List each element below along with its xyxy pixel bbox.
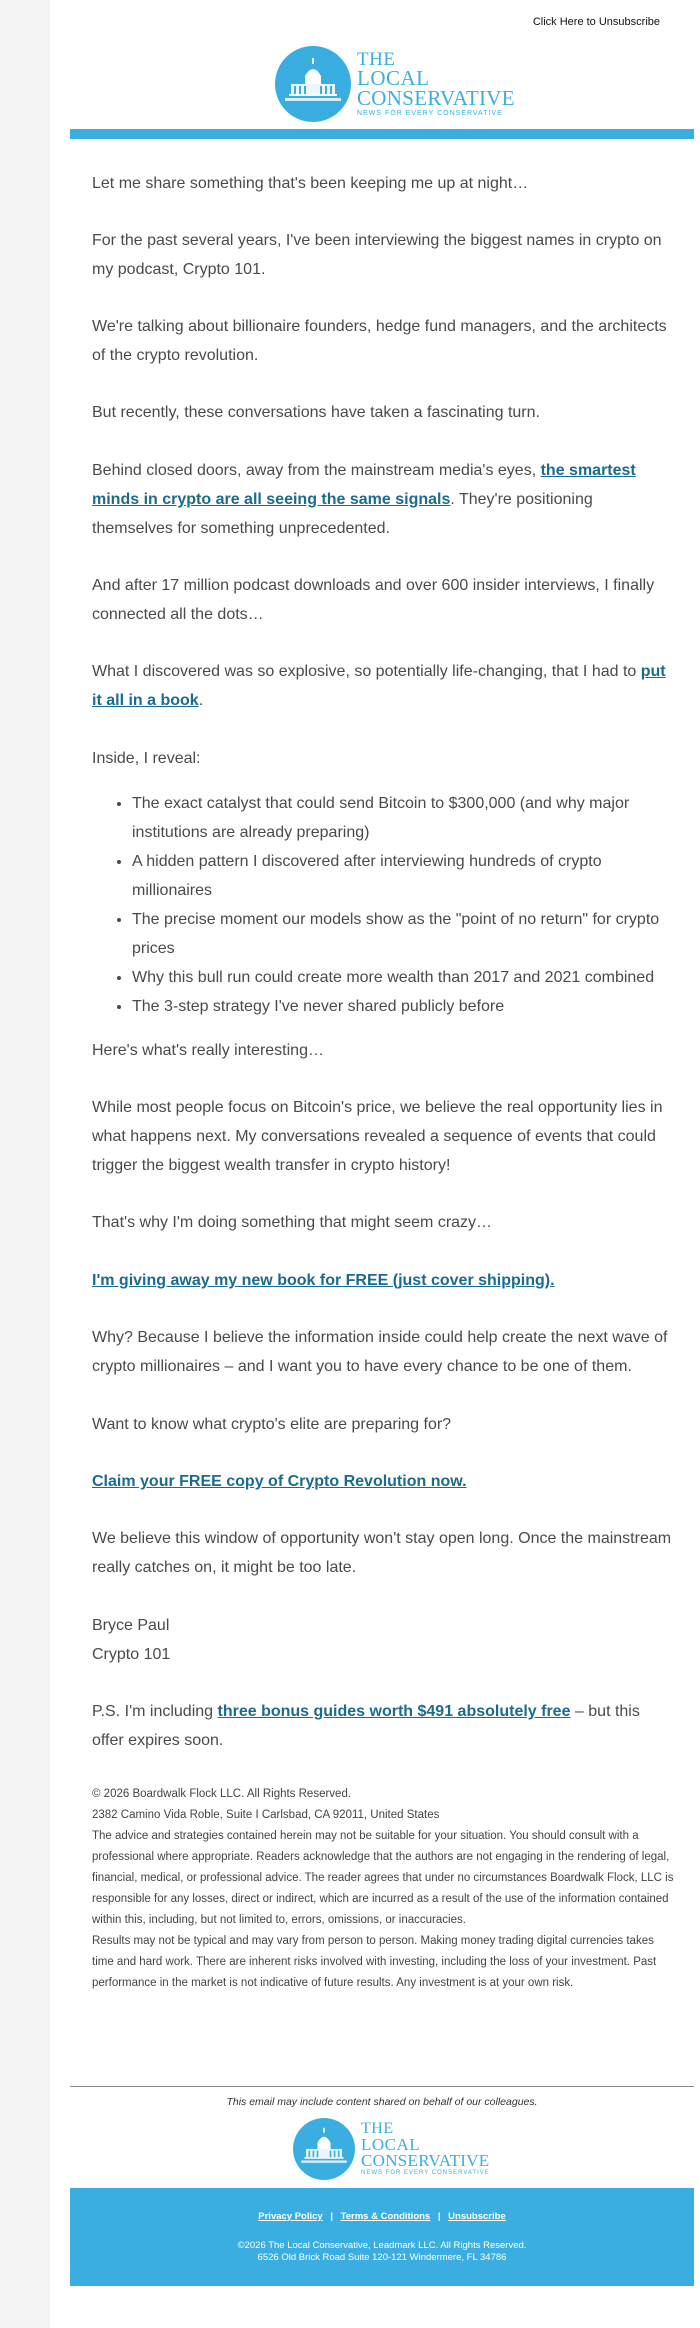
footer-company-info [70,2240,694,2264]
paragraph-text: While most people focus on Bitcoin's price, we believe the real opportunity lies in what happens next. My conversations revealed a sequence of events that could trigger the biggest wealth transfer in crypto history! [92,1099,663,1174]
paragraph [92,1410,672,1439]
paragraph-text: Behind closed doors, away from the mainstream media's eyes, [92,462,541,479]
paragraph-text: . They're positioning themselves for something unprecedented. [92,491,593,537]
unsubscribe-link-bottom[interactable]: Unsubscribe [448,2211,506,2222]
paragraph-text: What I discovered was so explosive, so potentially life-changing, that I had to [92,663,641,680]
postscript [92,1697,672,1755]
paragraph [92,571,672,629]
paragraph-text: We believe this window of opportunity won't stay open long. Once the mainstream really catches on, it might be too late. [92,1530,672,1576]
logo-line-the: THE [357,48,396,70]
footer-logo[interactable] [293,2118,490,2180]
paragraph-text: Want to know what crypto's elite are preparing for? [92,1416,452,1433]
paragraph-text: But recently, these conversations have taken a fascinating turn. [92,404,540,421]
paragraph [92,1524,672,1582]
paragraph [92,1093,672,1180]
paragraph-text: – but this offer expires soon. [92,1703,640,1749]
logo-wordmark [357,48,515,118]
paragraph [92,312,672,370]
paragraph [92,456,672,543]
paragraph-text: Why? Because I believe the information inside could help create the next wave of crypto millionaires – and I want you to have every chance to be one of them. [92,1329,668,1375]
paragraph-text: That's why I'm doing something that might seem crazy… [92,1214,493,1231]
paragraph [92,1323,672,1381]
signature-org: Crypto 101 [92,1646,171,1663]
paragraph [92,744,672,773]
cta-paragraph [92,1467,672,1496]
header-logo[interactable] [275,46,515,122]
paragraph-text: We're talking about billionaire founders, hedge fund managers, and the architects of the crypto revolution. [92,318,667,364]
signals-link[interactable]: the smartest minds in crypto are all seeing the same signals [92,462,636,508]
header-divider [70,129,694,139]
paragraph [92,398,672,427]
list-item: • The exact catalyst that could send Bitcoin to $300,000 (and why major institutions are already preparing) [132,789,672,847]
bonus-guides-link[interactable]: three bonus guides worth $491 absolutely free [217,1703,571,1720]
unsubscribe-link-top[interactable]: Click Here to Unsubscribe [532,16,660,28]
claim-copy-cta-link[interactable]: Claim your FREE copy of Crypto Revolution now. [92,1473,467,1490]
legal-risk: Results may not be typical and may vary from person to person. Making money trading digital currencies takes time and hard work. There are inherent risks involved with investing, including the loss of your investment. Past performance in the market is not indicative of future results. Any investment is at your own risk. [92,1935,657,1989]
paragraph-text: . [198,692,204,709]
signature-name: Bryce Paul [92,1617,170,1634]
footer-address: 6526 Old Brick Road Suite 120-121 Windermere, FL 34786 [257,2252,507,2263]
footer-divider [70,2086,694,2087]
logo-line-local: LOCAL [357,65,430,90]
logo-tagline: NEWS FOR EVERY CONSERVATIVE [361,2169,490,2176]
legal-address: 2382 Camino Vida Roble, Suite I Carlsbad, CA 92011, United States [92,1809,440,1821]
book-link[interactable]: put it all in a book [92,663,666,709]
paragraph-text: Inside, I reveal: [92,750,201,767]
colleagues-note: This email may include content shared on behalf of our colleagues. [226,2096,538,2108]
list-item: • A hidden pattern I discovered after interviewing hundreds of crypto millionaires [132,847,672,905]
list-item: • The 3-step strategy I've never shared publicly before [132,992,672,1021]
link-separator: | [437,2211,441,2222]
cta-paragraph [92,1266,672,1295]
logo-tagline: NEWS FOR EVERY CONSERVATIVE [357,109,503,117]
free-book-cta-link[interactable]: I'm giving away my new book for FREE (just cover shipping). [92,1272,555,1289]
paragraph [92,1208,672,1237]
terms-link[interactable]: Terms & Conditions [340,2211,431,2222]
privacy-policy-link[interactable]: Privacy Policy [258,2211,323,2222]
paragraph-text: Here's what's really interesting… [92,1042,324,1059]
logo-line-conservative: CONSERVATIVE [357,85,515,110]
reveal-list [92,789,672,1021]
paragraph-text: For the past several years, I've been interviewing the biggest names in crypto on my podcast, Crypto 101. [92,232,662,278]
paragraph [92,1036,672,1065]
logo-wordmark [361,2121,490,2176]
capitol-logo-icon [275,46,351,122]
logo-line-local: LOCAL [361,2134,421,2154]
paragraph [92,169,672,198]
link-separator: | [330,2211,334,2222]
paragraph [92,226,672,284]
paragraph [92,657,672,715]
capitol-logo-icon [293,2118,355,2180]
legal-block [92,1784,677,1994]
footer-copyright: ©2026 The Local Conservative, Leadmark LLC. All Rights Reserved. [237,2240,527,2251]
signature [92,1611,672,1669]
footer-links [70,2211,694,2222]
paragraph-text: And after 17 million podcast downloads and over 600 insider interviews, I finally connected all the dots… [92,577,655,623]
list-item: • The precise moment our models show as the "point of no return" for crypto prices [132,905,672,963]
legal-disclaimer: The advice and strategies contained herein may not be suitable for your situation. You should consult with a professional where appropriate. Readers acknowledge that the authors are not engaging in the rendering of legal, financial, medical, or professional advice. The reader agrees that under no circumstances Boardwalk Flock, LLC is responsible for any losses, direct or indirect, which are incurred as a result of the use of the information contained within this, including, but not limited to, errors, omissions, or inaccuracies. [92,1830,674,1926]
paragraph-text: P.S. I'm including [92,1703,218,1720]
email-page [50,0,700,2328]
legal-copyright: © 2026 Boardwalk Flock LLC. All Rights Reserved. [92,1788,352,1800]
logo-line-conservative: CONSERVATIVE [361,2150,490,2170]
list-item: • Why this bull run could create more wealth than 2017 and 2021 combined [132,963,672,992]
paragraph-text: Let me share something that's been keeping me up at night… [92,175,529,192]
footer-bar [70,2188,694,2286]
logo-line-the: THE [361,2120,394,2138]
